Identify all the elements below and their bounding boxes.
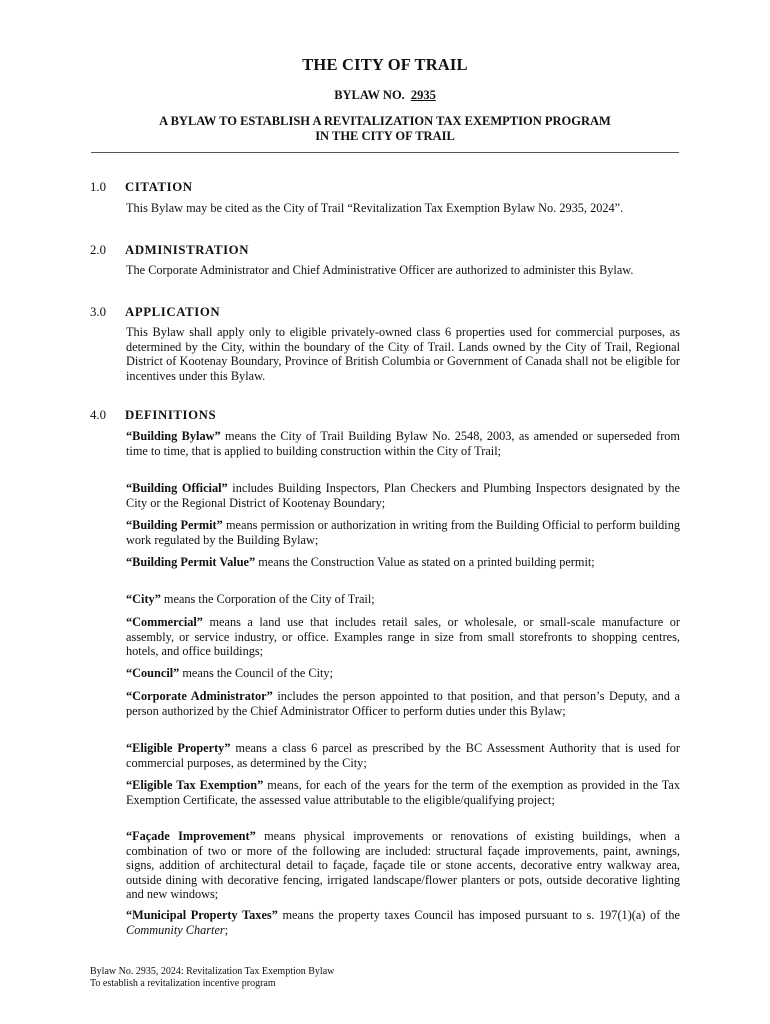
definition-municipal-property-taxes (126, 908, 680, 937)
definition-text: includes Building Inspectors, Plan Checkers and Plumbing Inspectors designated by the City or the Regional District of Kootenay Boundary; (126, 481, 680, 510)
page-footer (90, 966, 334, 990)
definition-text: means the Corporation of the City of Trail; (160, 592, 375, 606)
definition-text: means the City of Trail Building Bylaw No. 2548, 2003, as amended or superseded from time to time, that is applied to building construction within the City of Trail; (126, 429, 680, 458)
definition-term: “City” (126, 592, 161, 606)
definition-eligible-property (126, 741, 680, 770)
definition-term: “Building Permit” (126, 518, 223, 532)
definition-term: “Façade Improvement” (126, 829, 256, 843)
section-heading-application (90, 305, 220, 320)
section-text-citation: This Bylaw may be cited as the City of Trail “Revitalization Tax Exemption Bylaw No. 2935, 2024”. (126, 201, 624, 215)
definition-city (126, 592, 680, 607)
definition-text: means physical improvements or renovations of existing buildings, when a combination of two or more of the following are included: structural façade improvements, paint, awnings, signs, addition of architectural detail to façade, façade tile or stone accents, decorative entry walkway area, outside dining with decorative fencing, irrigated landscape/flower planters or pots, outside decorative lighting and new windows; (126, 829, 680, 901)
bylaw-number: 2935 (410, 88, 436, 102)
definition-term: “Council” (126, 666, 180, 680)
definition-building-permit-value (126, 555, 680, 570)
definition-building-official (126, 481, 680, 510)
definition-term: “Commercial” (126, 615, 203, 629)
bylaw-number-line (0, 88, 770, 103)
definition-tail: ; (224, 922, 229, 937)
definition-text: means the property taxes Council has imposed pursuant to s. 197(1)(a) of the (277, 908, 680, 922)
title-divider (91, 152, 679, 153)
definition-text: means the Construction Value as stated on a printed building permit; (255, 555, 595, 569)
section-number: 2.0 (90, 243, 106, 257)
definition-commercial (126, 615, 680, 659)
section-heading-definitions (90, 408, 216, 423)
definition-term: “Eligible Tax Exemption” (126, 778, 264, 792)
section-title: DEFINITIONS (125, 408, 217, 422)
definition-term: “Corporate Administrator” (126, 689, 273, 703)
section-number: 4.0 (90, 408, 106, 422)
definition-council (126, 666, 680, 681)
definition-facade-improvement (126, 829, 680, 902)
section-number: 3.0 (90, 305, 106, 319)
section-title: CITATION (125, 180, 193, 194)
definition-text: includes the person appointed to that position, and that person’s Deputy, and a person authorized by the Chief Administrator Officer to perform duties under this Bylaw; (126, 689, 680, 718)
section-title: APPLICATION (125, 305, 221, 319)
definition-building-bylaw (126, 429, 680, 458)
definition-term: “Eligible Property” (126, 741, 231, 755)
definition-term: “Building Official” (126, 481, 228, 495)
section-heading-administration (90, 243, 249, 258)
definition-term: “Building Permit Value” (126, 555, 256, 569)
definition-building-permit (126, 518, 680, 547)
section-heading-citation (90, 180, 193, 195)
section-text-application: This Bylaw shall apply only to eligible privately-owned class 6 properties used for commercial purposes, as determined by the City, within the boundary of the City of Trail. Lands owned by the City of Trail, Regional District of Kootenay Boundary, Province of British Columbia or Government of Canada shall not be eligible for incentives under this Bylaw. (126, 325, 680, 383)
document-subtitle (0, 114, 770, 143)
definition-eligible-tax-exemption (126, 778, 680, 807)
subtitle-line-2: IN THE CITY OF TRAIL (315, 128, 455, 143)
section-number: 1.0 (90, 180, 106, 194)
definition-term: “Building Bylaw” (126, 429, 221, 443)
section-text-administration: The Corporate Administrator and Chief Administrative Officer are authorized to administer this Bylaw. (126, 263, 634, 277)
definition-text: means a class 6 parcel as prescribed by the BC Assessment Authority that is used for commercial purposes, as determined by the City; (126, 741, 681, 770)
footer-line-2: To establish a revitalization incentive program (90, 978, 276, 989)
section-title: ADMINISTRATION (125, 243, 250, 257)
footer-line-1: Bylaw No. 2935, 2024: Revitalization Tax Exemption Bylaw (90, 966, 335, 977)
definition-text: means the Council of the City; (179, 666, 333, 680)
definition-italic-reference: Community Charter (126, 922, 225, 937)
definition-text: means, for each of the years for the term of the exemption as provided in the Tax Exemption Certificate, the assessed value attributable to the eligible/qualifying project; (126, 778, 680, 807)
definition-text: means a land use that includes retail sales, or wholesale, or small-scale manufacture or assembly, or service industry, or office. Examples range in size from small storefronts to shopping centres, hotels, and office buildings; (126, 615, 680, 658)
bylaw-label: BYLAW NO. (334, 88, 405, 102)
subtitle-line-1: A BYLAW TO ESTABLISH A REVITALIZATION TAX EXEMPTION PROGRAM (159, 114, 611, 128)
definition-term: “Municipal Property Taxes” (126, 908, 278, 922)
definition-text: means permission or authorization in writing from the Building Official to perform building work regulated by the Building Bylaw; (126, 518, 681, 547)
document-title: THE CITY OF TRAIL (302, 55, 468, 74)
definition-corporate-administrator (126, 689, 680, 718)
